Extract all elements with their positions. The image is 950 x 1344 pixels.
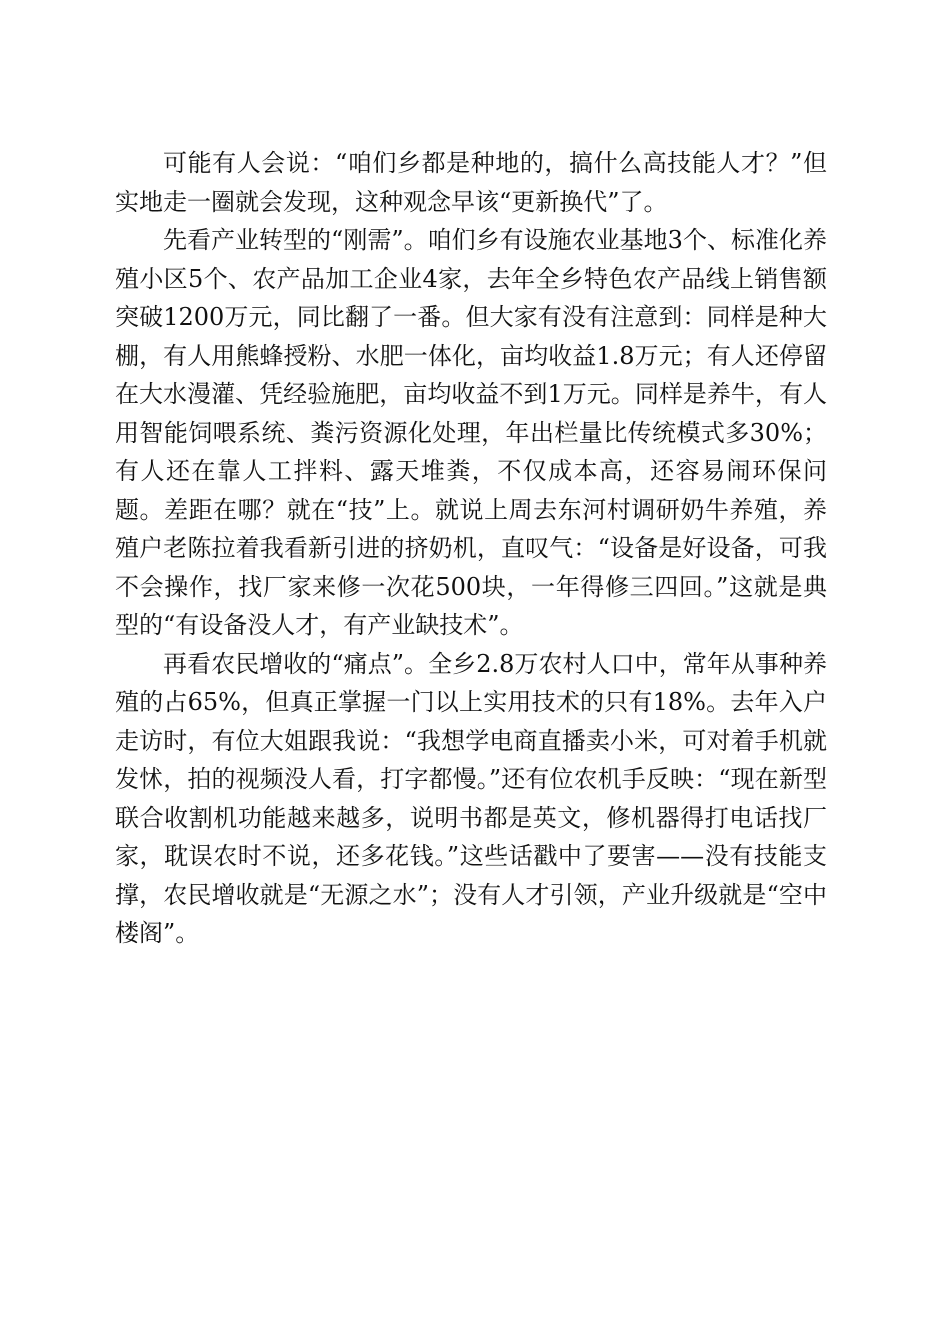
paragraph-3: 再看农民增收的“痛点”。全乡2.8万农村人口中，常年从事种养殖的占65%，但真正掌握一门以上实用技术的只有18%。去年入户走访时，有位大姐跟我说：“我想学电商直播卖小米，可对着手机就发怵，拍的视频没人看，打字都慢。”还有位农机手反映：“现在新型联合收割机功能越来越多，说明书都是英文，修机器得打电话找厂家，耽误农时不说，还多花钱。”这些话戳中了要害——没有技能支撑，农民增收就是“无源之水”；没有人才引领，产业升级就是“空中楼阁”。 — [115, 649, 827, 947]
paragraph-1: 可能有人会说：“咱们乡都是种地的，搞什么高技能人才？”但实地走一圈就会发现，这种观念早该“更新换代”了。 — [115, 149, 827, 216]
paragraph-2: 先看产业转型的“刚需”。咱们乡有设施农业基地3个、标准化养殖小区5个、农产品加工企业4家，去年全乡特色农产品线上销售额突破1200万元，同比翻了一番。但大家有没有注意到：同样是种大棚，有人用熊蜂授粉、水肥一体化，亩均收益1.8万元；有人还停留在大水漫灌、凭经验施肥，亩均收益不到1万元。同样是养牛，有人用智能饲喂系统、粪污资源化处理，年出栏量比传统模式多30%；有人还在靠人工拌料、露天堆粪，不仅成本高，还容易闹环保问题。差距在哪？就在“技”上。就说上周去东河村调研奶牛养殖，养殖户老陈拉着我看新引进的挤奶机，直叹气：“设备是好设备，可我不会操作，找厂家来修一次花500块，一年得修三四回。”这就是典型的“有设备没人才，有产业缺技术”。 — [115, 226, 827, 639]
document-body — [115, 144, 827, 953]
